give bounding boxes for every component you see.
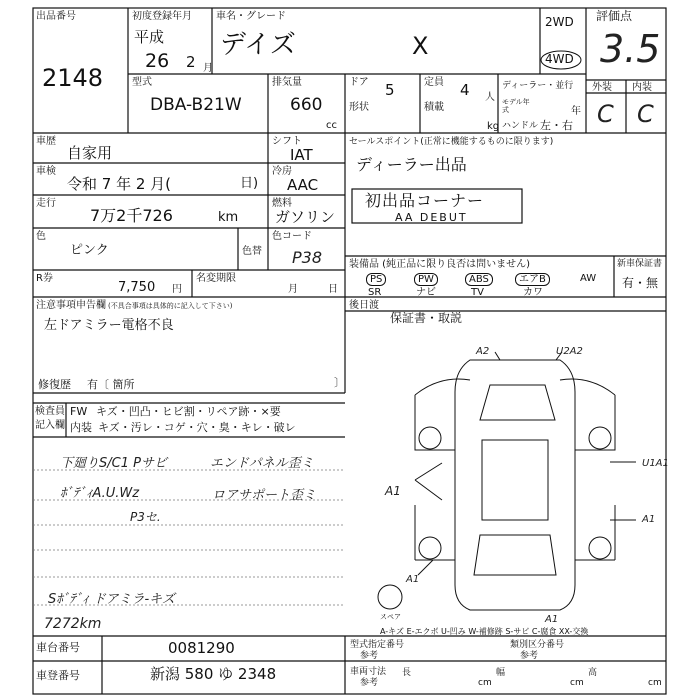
mark-a2: A2	[476, 346, 490, 357]
model-spec-label: 型式指定番号	[350, 640, 405, 650]
sales-point-first: 初出品コーナー	[365, 191, 485, 210]
capacity: 4	[460, 81, 470, 99]
interior-grade: C	[637, 100, 654, 128]
model-year-label: モデル年式	[502, 98, 530, 114]
equipment-label: 装備品 (純正品に限り良否は問いません)	[349, 259, 530, 270]
handwritten-mileage: 7272km	[44, 616, 102, 632]
registration-year: 26	[145, 50, 170, 72]
score-label: 評価点	[596, 9, 633, 23]
notes-text: 左ドアミラー電格不良	[44, 318, 174, 333]
sales-point-label: セールスポイント(正常に機能するものに限ります)	[349, 137, 554, 147]
dealer-parallel-label: ディーラー・並行	[502, 81, 574, 91]
doors-label: ドア	[349, 77, 369, 88]
equip-navi: ナビ	[416, 287, 436, 298]
month-unit-2: 月	[288, 284, 298, 295]
equip-aw: AW	[580, 273, 597, 284]
displacement: 660	[290, 95, 323, 115]
fuel: ガソリン	[275, 208, 336, 226]
inspector-label: 検査員	[35, 406, 65, 417]
equip-pw: PW	[414, 273, 438, 286]
class-ref: 参考	[520, 651, 539, 661]
class-label: 類別区分番号	[510, 640, 565, 650]
name-change-label: 名変期限	[196, 273, 236, 284]
sales-point-debut: AA DEBUT	[395, 211, 468, 224]
kg-unit: kg	[487, 121, 500, 132]
recycle-label: R券	[36, 273, 53, 284]
fw-head: FW	[70, 405, 88, 418]
after-delivery-items: 保証書・取説	[390, 311, 463, 325]
shift: IAT	[290, 146, 313, 164]
year-unit: 年	[571, 106, 581, 117]
grade: X	[412, 32, 429, 60]
damage-legend: A-キズ E-エクボ U-凹み W-補修跡 S-サビ C-腐食 XX-交換	[380, 627, 589, 636]
color-label: 色	[36, 231, 46, 242]
chassis-label: 車台番号	[36, 641, 80, 654]
mark-a1-rear: A1	[545, 614, 559, 625]
registration-month: 2	[186, 53, 196, 71]
capacity-label: 定員	[424, 77, 444, 88]
car-diagram	[378, 352, 636, 610]
cc-unit: cc	[326, 120, 337, 131]
handle: 左・右	[540, 119, 573, 132]
mileage: 7万2千726	[90, 206, 173, 225]
equip-abs: ABS	[465, 273, 493, 286]
mark-u1a1: U1A1	[642, 458, 669, 469]
car-name-grade-label: 車名・グレード	[216, 11, 286, 22]
shape-label: 形状	[349, 102, 369, 113]
displacement-label: 排気量	[272, 77, 302, 88]
new-car-warranty: 有・無	[622, 276, 659, 290]
model-spec-ref: 参考	[360, 651, 379, 661]
interior-head: 内装	[70, 421, 92, 434]
mark-u2a2: U2A2	[556, 346, 583, 357]
mark-a1-rear-left: A1	[406, 574, 420, 585]
interior-label: 内装	[632, 82, 652, 93]
chassis-number: 0081290	[168, 639, 235, 657]
color-code: P38	[292, 248, 323, 267]
size-height-unit: cm	[648, 678, 662, 688]
color-change-label: 色替	[242, 246, 262, 257]
inspection-label: 車検	[36, 166, 56, 177]
color: ピンク	[70, 243, 109, 258]
handle-label: ハンドル	[502, 121, 539, 131]
era: 平成	[134, 28, 165, 46]
day-unit: 日	[328, 284, 338, 295]
equip-sr: SR	[368, 287, 382, 298]
size-width-unit: cm	[570, 678, 584, 688]
interior-legend: キズ・汚レ・コゲ・穴・臭・キレ・破レ	[98, 421, 296, 434]
plate-label: 車登番号	[36, 669, 80, 682]
notes-label: 注意事項申告欄	[36, 300, 106, 311]
size-length-unit: cm	[478, 678, 492, 688]
equip-ps: PS	[366, 273, 386, 286]
handwritten-note-1b: エンドパネル歪ミ	[210, 456, 314, 471]
repair-history: 有〔 箇所	[87, 378, 135, 391]
shift-label: シフト	[272, 136, 302, 147]
exterior-label: 外装	[592, 82, 612, 93]
first-registration-label: 初度登録年月	[132, 11, 192, 22]
handwritten-note-2a: ﾎﾞﾃﾞｨA.U.Wz	[60, 486, 140, 501]
ac-label: 冷房	[272, 166, 292, 177]
after-delivery-label: 後日渡	[349, 300, 379, 311]
lot-number-label: 出品番号	[36, 11, 76, 22]
handwritten-note-4: Sﾎﾞﾃﾞｨ ドアミラ-キズ	[48, 592, 175, 607]
mark-a1-left: A1	[385, 484, 401, 498]
mileage-label: 走行	[36, 198, 56, 209]
doors: 5	[385, 81, 395, 99]
notes-sublabel: (不具合事項は具体的に記入して下さい)	[108, 302, 233, 310]
plate-number: 新潟 580 ゆ 2348	[150, 665, 277, 683]
score: 3.5	[600, 27, 661, 71]
load-label: 積載	[424, 102, 444, 113]
drive-4wd: 4WD	[545, 52, 574, 66]
equip-tv: TV	[471, 287, 484, 298]
lot-number: 2148	[42, 64, 104, 92]
usage: 自家用	[67, 144, 113, 162]
size-width: 幅	[496, 668, 506, 678]
equip-leather: カワ	[523, 287, 543, 298]
equip-airbag: エアB	[515, 273, 550, 286]
sales-point-dealer: ディーラー出品	[356, 155, 467, 174]
exterior-grade: C	[597, 100, 614, 128]
recycle-fee: 7,750	[118, 280, 156, 295]
handwritten-note-1a: 下廻りS/C1 Pサビ	[60, 456, 167, 471]
fw-legend: キズ・凹凸・ヒビ割・リペア跡・×要	[96, 405, 281, 418]
model-code: DBA-B21W	[150, 95, 242, 115]
inspection-date: 令和 7 年 2 月(	[67, 175, 172, 193]
handwritten-note-2b: ロアサポート歪ミ	[212, 488, 317, 503]
air-conditioner: AAC	[287, 176, 319, 194]
repair-history-close: 〕	[334, 376, 345, 389]
inspection-day: 日)	[240, 176, 259, 191]
repair-history-label: 修復歴	[38, 378, 71, 391]
fuel-label: 燃料	[272, 198, 292, 209]
drive-2wd: 2WD	[545, 15, 574, 29]
mark-a1-right: A1	[642, 514, 656, 525]
capacity-unit: 人	[485, 92, 495, 103]
color-code-label: 色コード	[272, 231, 312, 242]
usage-label: 車歴	[36, 136, 56, 147]
new-car-warranty-label: 新車保証書	[617, 259, 663, 269]
spare-label: スペア	[380, 613, 401, 621]
size-height: 高	[588, 668, 598, 678]
inspector-label-2: 記入欄	[35, 420, 65, 431]
model-label: 型式	[132, 77, 152, 88]
km-unit: km	[218, 210, 239, 225]
size-ref: 参考	[360, 678, 379, 688]
handwritten-note-3: P3セ.	[130, 510, 161, 524]
car-name: デイズ	[220, 30, 296, 60]
month-unit: 月	[203, 63, 213, 74]
size-length: 長	[402, 668, 412, 678]
size-label: 車両寸法	[350, 667, 387, 677]
yen-unit: 円	[172, 284, 182, 295]
